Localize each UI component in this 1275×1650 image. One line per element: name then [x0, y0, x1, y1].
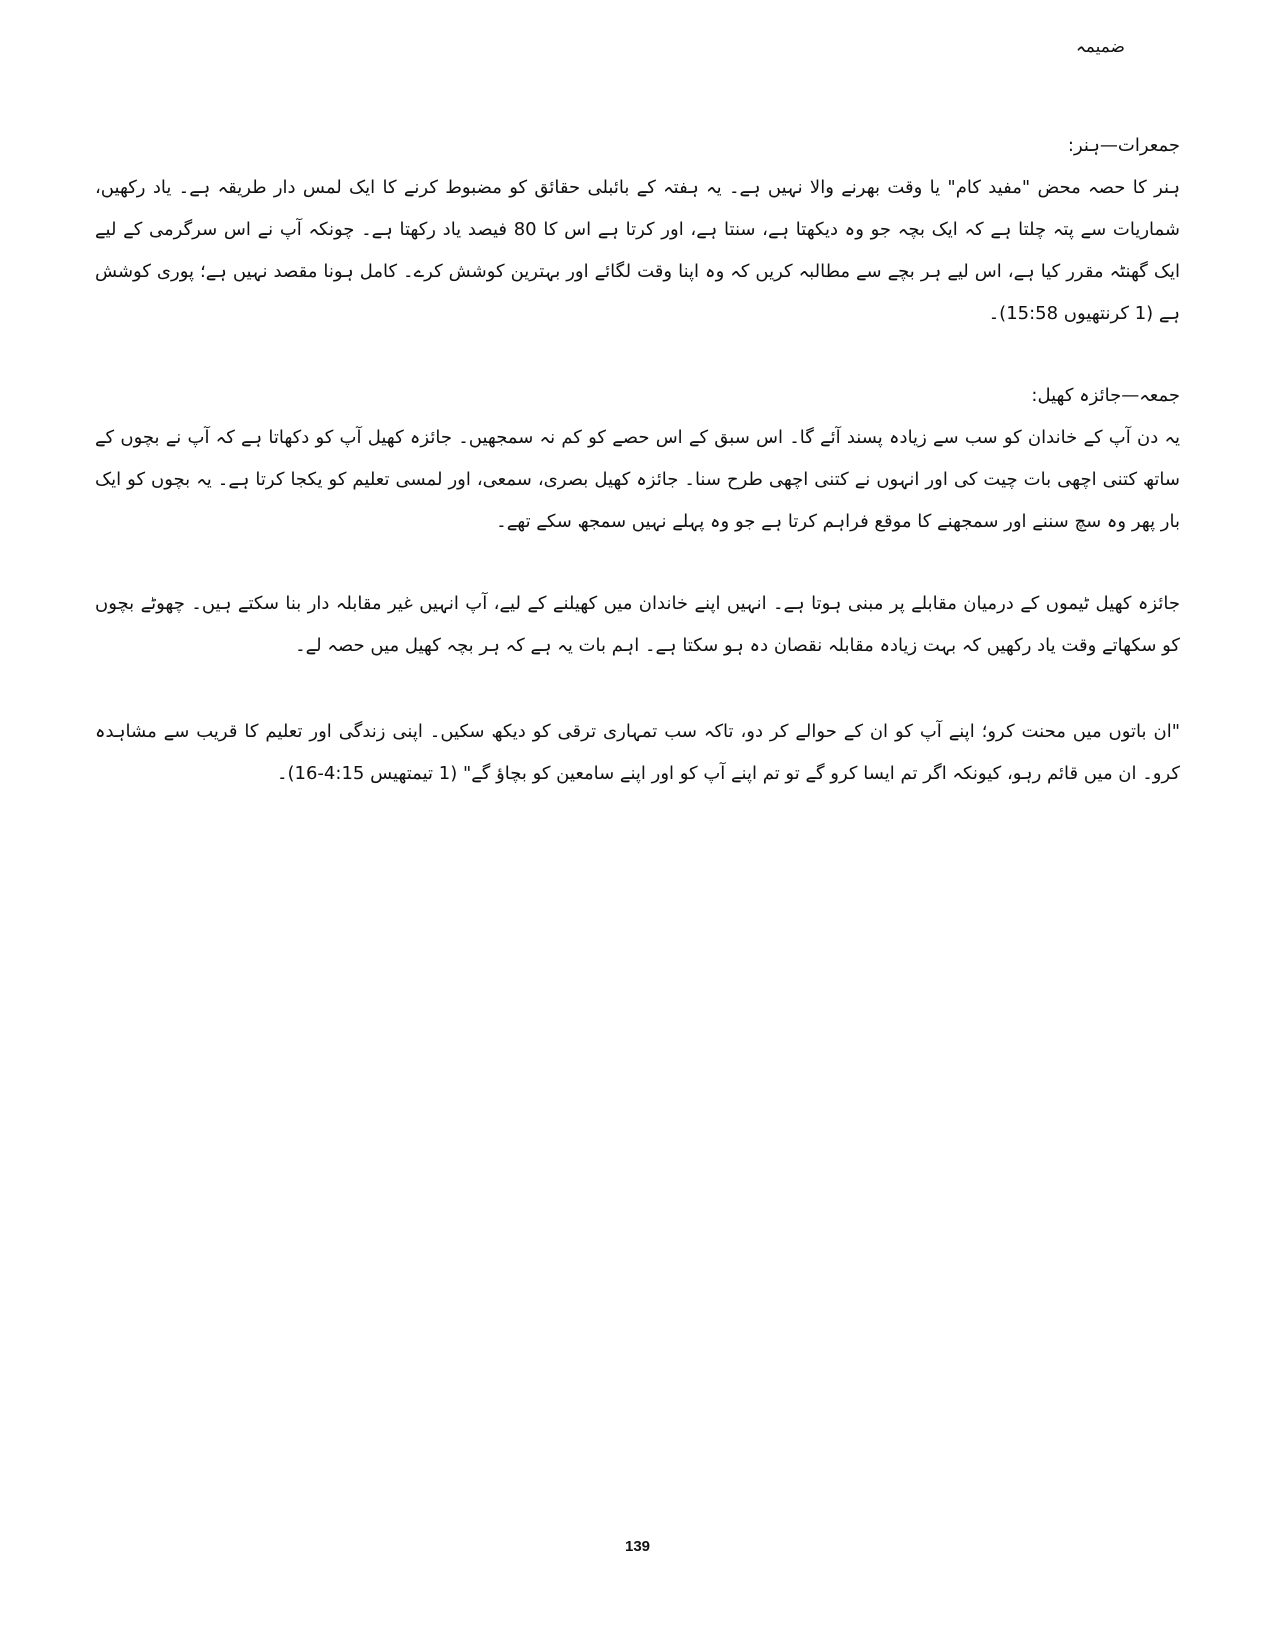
section-heading-thursday: جمعرات—ہنر: [1067, 135, 1180, 156]
section-heading-friday: جمعہ—جائزہ کھیل: [1031, 385, 1180, 406]
running-header: ضمیمہ [1075, 37, 1125, 57]
paragraph-game-note: جائزہ کھیل ٹیموں کے درمیان مقابلے پر مبنی ہوتا ہے۔ انہیں اپنے خاندان میں کھیلنے کے لیے، آپ انہیں غیر مقابلہ دار بنا سکتے ہیں۔ چھوٹے بچوں کو سکھاتے وقت یاد رکھیں کہ بہت زیادہ مقابلہ نقصان دہ ہو سکتا ہے۔ اہم بات یہ ہے کہ ہر بچہ کھیل میں حصہ لے۔ [95, 593, 1180, 656]
page-number: 139 [624, 1538, 651, 1555]
page-content [95, 125, 1180, 795]
section-friday-review-game [95, 375, 1180, 543]
paragraph-friday: یہ دن آپ کے خاندان کو سب سے زیادہ پسند آئے گا۔ اس سبق کے اس حصے کو کم نہ سمجھیں۔ جائزہ کھیل آپ کو دکھاتا ہے کہ آپ نے بچوں کے ساتھ کتنی اچھی بات چیت کی اور انہوں نے کتنی اچھی طرح سنا۔ جائزہ کھیل بصری، سمعی، اور لمسی تعلیم کو یکجا کرتا ہے۔ یہ بچوں کو ایک بار پھر وہ سچ سننے اور سمجھنے کا موقع فراہم کرتا ہے جو وہ پہلے نہیں سمجھ سکے تھے۔ [95, 427, 1180, 532]
scripture-quote: "ان باتوں میں محنت کرو؛ اپنے آپ کو ان کے حوالے کر دو، تاکہ سب تمہاری ترقی کو دیکھ سکیں۔ اپنی زندگی اور تعلیم کا قریب سے مشاہدہ کرو۔ ان میں قائم رہو، کیونکہ اگر تم ایسا کرو گے تو تم اپنے آپ کو اور اپنے سامعین کو بچاؤ گے" (1 تیمتھیس 4:15-16)۔ [95, 721, 1180, 784]
section-thursday-craft [95, 125, 1180, 335]
paragraph-thursday: ہنر کا حصہ محض "مفید کام" یا وقت بھرنے والا نہیں ہے۔ یہ ہفتہ کے بائبلی حقائق کو مضبوط کرنے کا ایک لمس دار طریقہ ہے۔ یاد رکھیں، شماریات سے پتہ چلتا ہے کہ ایک بچہ جو وہ دیکھتا ہے، سنتا ہے، اور کرتا ہے اس کا 80 فیصد یاد رکھتا ہے۔ چونکہ آپ نے اس سرگرمی کے لیے ایک گھنٹہ مقرر کیا ہے، اس لیے ہر بچے سے مطالبہ کریں کہ وہ اپنا وقت لگائے اور بہترین کوشش کرے۔ کامل ہونا مقصد نہیں ہے؛ پوری کوشش ہے (1 کرنتھیوں 15:58)۔ [95, 177, 1181, 324]
